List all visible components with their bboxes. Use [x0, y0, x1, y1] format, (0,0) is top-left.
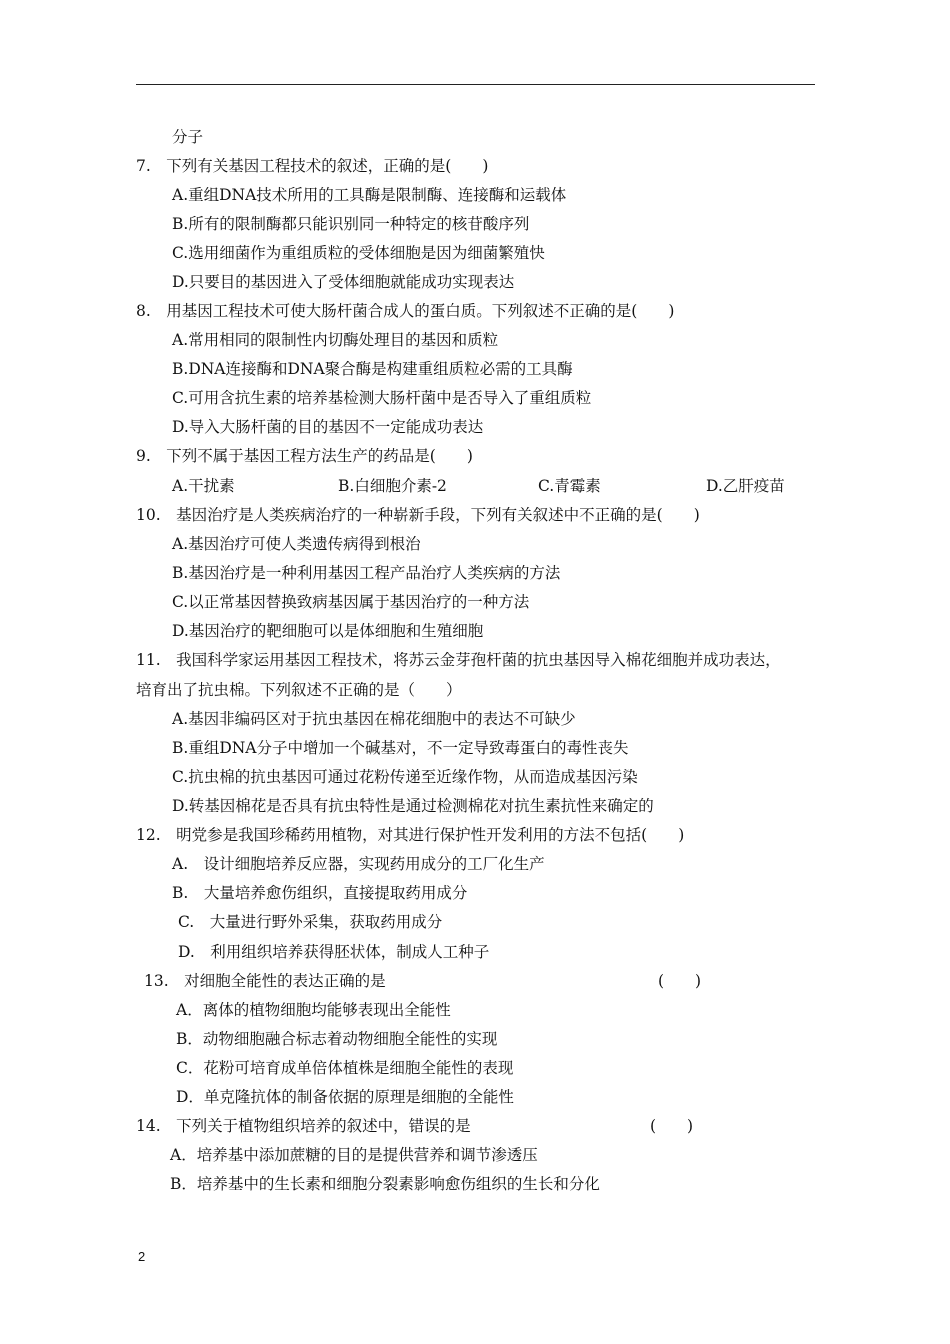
question-13-option-d: D．单克隆抗体的制备依据的原理是细胞的全能性 — [176, 1088, 514, 1106]
question-10-option-d: D.基因治疗的靶细胞可以是体细胞和生殖细胞 — [172, 622, 484, 640]
question-11-option-d: D.转基因棉花是否具有抗虫特性是通过检测棉花对抗生素抗性来确定的 — [172, 797, 654, 815]
question-7-option-b: B.所有的限制酶都只能识别同一种特定的核苷酸序列 — [172, 215, 530, 233]
question-13-stem: 13. 对细胞全能性的表达正确的是 — [144, 972, 386, 990]
question-12-stem: 12. 明党参是我国珍稀药用植物，对其进行保护性开发利用的方法不包括( ) — [136, 826, 685, 844]
question-12-option-a: A. 设计细胞培养反应器，实现药用成分的工厂化生产 — [172, 855, 545, 873]
question-12-option-b: B. 大量培养愈伤组织，直接提取药用成分 — [172, 884, 468, 902]
question-8-option-b: B.DNA连接酶和DNA聚合酶是构建重组质粒必需的工具酶 — [172, 360, 573, 378]
question-9-option-c: C.青霉素 — [538, 477, 601, 495]
question-10-option-c: C.以正常基因替换致病基因属于基因治疗的一种方法 — [172, 593, 530, 611]
question-11-stem-continued: 培育出了抗虫棉。下列叙述不正确的是（ ） — [136, 681, 462, 699]
question-14-answer-paren: ( ) — [650, 1117, 694, 1135]
question-11-option-a: A.基因非编码区对于抗虫基因在棉花细胞中的表达不可缺少 — [172, 710, 576, 728]
question-13-answer-paren: ( ) — [658, 972, 702, 990]
question-11-stem: 11. 我国科学家运用基因工程技术，将苏云金芽孢杆菌的抗虫基因导入棉花细胞并成功表达， — [136, 651, 781, 669]
question-14-option-b: B．培养基中的生长素和细胞分裂素影响愈伤组织的生长和分化 — [170, 1175, 600, 1193]
question-12-option-c: C. 大量进行野外采集，获取药用成分 — [178, 913, 443, 931]
question-10-option-a: A.基因治疗可使人类遗传病得到根治 — [172, 535, 421, 553]
question-13-option-b: B．动物细胞融合标志着动物细胞全能性的实现 — [176, 1030, 498, 1048]
question-7-option-d: D.只要目的基因进入了受体细胞就能成功实现表达 — [172, 273, 515, 291]
question-10-stem: 10. 基因治疗是人类疾病治疗的一种崭新手段，下列有关叙述中不正确的是( ) — [136, 506, 700, 524]
question-8-option-c: C.可用含抗生素的培养基检测大肠杆菌中是否导入了重组质粒 — [172, 389, 592, 407]
question-9-option-d: D.乙肝疫苗 — [706, 477, 785, 495]
continuation-text: 分子 — [172, 128, 204, 146]
question-8-option-a: A.常用相同的限制性内切酶处理目的基因和质粒 — [172, 331, 499, 349]
question-13-option-a: A．离体的植物细胞均能够表现出全能性 — [176, 1001, 451, 1019]
question-9-option-a: A.干扰素 — [172, 477, 235, 495]
page-number: 2 — [138, 1249, 146, 1264]
question-11-option-b: B.重组DNA分子中增加一个碱基对，不一定导致毒蛋白的毒性丧失 — [172, 739, 629, 757]
question-8-option-d: D.导入大肠杆菌的目的基因不一定能成功表达 — [172, 418, 484, 436]
header-rule — [136, 84, 815, 85]
question-8-stem: 8. 用基因工程技术可使大肠杆菌合成人的蛋白质。下列叙述不正确的是( ) — [136, 302, 675, 320]
question-14-stem: 14. 下列关于植物组织培养的叙述中，错误的是 — [136, 1117, 471, 1135]
question-11-option-c: C.抗虫棉的抗虫基因可通过花粉传递至近缘作物，从而造成基因污染 — [172, 768, 638, 786]
question-12-option-d: D. 利用组织培养获得胚状体，制成人工种子 — [178, 943, 490, 961]
question-7-stem: 7. 下列有关基因工程技术的叙述，正确的是( ) — [136, 157, 489, 175]
question-13-option-c: C．花粉可培育成单倍体植株是细胞全能性的表现 — [176, 1059, 514, 1077]
question-7-option-a: A.重组DNA技术所用的工具酶是限制酶、连接酶和运载体 — [172, 186, 567, 204]
question-7-option-c: C.选用细菌作为重组质粒的受体细胞是因为细菌繁殖快 — [172, 244, 545, 262]
question-14-option-a: A．培养基中添加蔗糖的目的是提供营养和调节渗透压 — [170, 1146, 538, 1164]
question-9-stem: 9. 下列不属于基因工程方法生产的药品是( ) — [136, 447, 473, 465]
question-9-option-b: B.白细胞介素-2 — [338, 477, 447, 495]
question-10-option-b: B.基因治疗是一种利用基因工程产品治疗人类疾病的方法 — [172, 564, 561, 582]
